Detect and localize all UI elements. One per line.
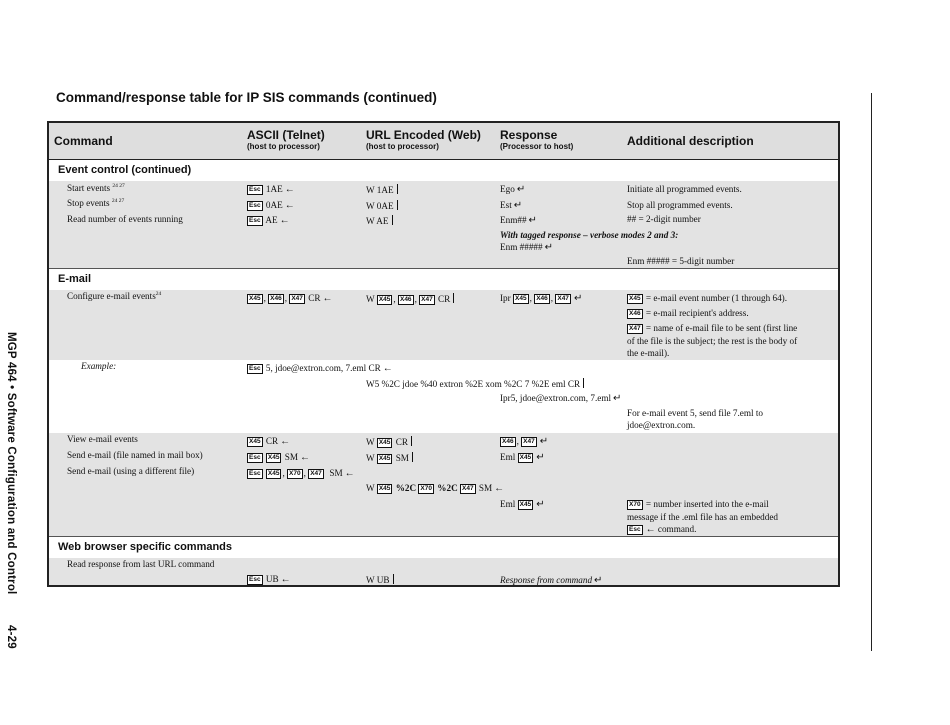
cmd-send-email: Send e-mail (file named in mail box) (67, 450, 203, 460)
table-header (49, 123, 838, 160)
event-band (49, 181, 838, 268)
tagged-note: With tagged response – verbose modes 2 and 3: (500, 230, 679, 240)
tagged-resp: Enm ##### ↵ (500, 242, 554, 253)
example-ascii: Esc 5, jdoe@extron.com, 7.eml CR ← (249, 363, 393, 374)
desc-x47: X47 = name of e-mail file to be sent (first line (629, 323, 798, 333)
cmd-send-email-diff: Send e-mail (using a different file) (67, 466, 195, 476)
section-web-browser: Web browser specific commands (58, 541, 233, 553)
cmd-read-response: Read response from last URL command (67, 559, 215, 569)
col-response-sub: (Processor to host) (500, 142, 574, 151)
desc-x47-line3: the e-mail). (627, 348, 670, 358)
cmd-configure-email: Configure e-mail events$^{24}$ (67, 291, 162, 301)
ascii-configure-email: X45 , X46 , X47 CR ← (249, 293, 333, 304)
ascii-read-response: Esc UB ← (249, 574, 291, 585)
resp-start-events: Ego ↵ (500, 184, 526, 195)
desc-x70-line2: message if the .eml file has an embedded (627, 512, 779, 522)
url-read-events: W AE (366, 215, 393, 226)
example-desc: For e-mail event 5, send file 7.eml to (627, 408, 763, 418)
ascii-send-email-diff: Esc X45 , X70 , X47 SM ← (249, 468, 355, 479)
desc-x46: X46 = e-mail recipient's address. (629, 308, 749, 318)
col-ascii: ASCII (Telnet) (247, 128, 325, 142)
section-event-control: Event control (continued) (58, 164, 192, 176)
page-title: Command/response table for IP SIS commands (continued) (56, 90, 437, 105)
col-command: Command (54, 134, 113, 148)
resp-send-email-diff: Eml X45 ↵ (500, 499, 545, 510)
divider (49, 536, 838, 537)
desc-x45: X45 = e-mail event number (1 through 64). (629, 293, 788, 303)
col-url-sub: (host to processor) (366, 142, 439, 151)
command-table (47, 121, 840, 587)
resp-configure-email: Ipr X45 , X46 , X47 ↵ (500, 293, 583, 304)
url-read-response: W UB (366, 574, 394, 585)
ascii-send-email: Esc X45 SM ← (249, 452, 311, 463)
tagged-desc: Enm ##### = 5-digit number (627, 256, 735, 266)
divider (49, 268, 838, 269)
url-stop-events: W 0AE (366, 200, 398, 211)
ascii-view-email: X45 CR ← (249, 436, 291, 447)
col-desc: Additional description (627, 134, 754, 148)
url-view-email: W X45 CR (366, 436, 412, 448)
example-url: W5 %2C jdoe %40 extron %2E xom %2C 7 %2E eml CR (366, 378, 584, 389)
margin-rule (871, 93, 872, 651)
resp-read-events: Enm## ↵ (500, 215, 537, 226)
desc-start-events: Initiate all programmed events. (627, 184, 742, 194)
cmd-start-events: Start events $^{24 27}$ (67, 183, 125, 193)
desc-x70-line3: Esc ← command. (629, 524, 697, 535)
section-email: E-mail (58, 273, 92, 285)
cmd-view-email: View e-mail events (67, 434, 138, 444)
cmd-read-events: Read number of events running (67, 214, 183, 224)
example-desc-line2: jdoe@extron.com. (627, 420, 696, 430)
example-resp: Ipr5, jdoe@extron.com, 7.eml ↵ (500, 393, 622, 404)
desc-x70: X70 = number inserted into the e-mail (629, 499, 769, 509)
side-label-text: MGP 464 • Software Configuration and Control (5, 332, 17, 595)
col-response: Response (500, 128, 558, 142)
ascii-stop-events: Esc 0AE ← (249, 200, 295, 211)
desc-read-events: ## = 2-digit number (627, 214, 701, 224)
desc-x47-line2: of the file is the subject; the rest is the body of (627, 336, 798, 346)
col-url: URL Encoded (Web) (366, 128, 481, 142)
example-label: Example: (81, 361, 117, 371)
resp-read-response: Response from command ↵ (500, 575, 603, 586)
resp-view-email: X46 , X47 ↵ (502, 436, 549, 447)
resp-stop-events: Est ↵ (500, 200, 523, 211)
resp-send-email: Eml X45 ↵ (500, 452, 545, 463)
url-start-events: W 1AE (366, 184, 398, 195)
side-label (1, 332, 21, 657)
col-ascii-sub: (host to processor) (247, 142, 320, 151)
desc-stop-events: Stop all programmed events. (627, 200, 733, 210)
ascii-read-events: Esc AE ← (249, 215, 290, 226)
page-number: 4-29 (5, 625, 17, 649)
cmd-stop-events: Stop events $^{24 27}$ (67, 198, 125, 208)
ascii-start-events: Esc 1AE ← (249, 184, 295, 195)
url-send-email: W X45 SM (366, 452, 413, 464)
url-send-email-diff: W X45 %2C X70 %2C X47 SM ← (366, 483, 505, 494)
url-configure-email: W X45 , X46 , X47 CR (366, 293, 454, 305)
